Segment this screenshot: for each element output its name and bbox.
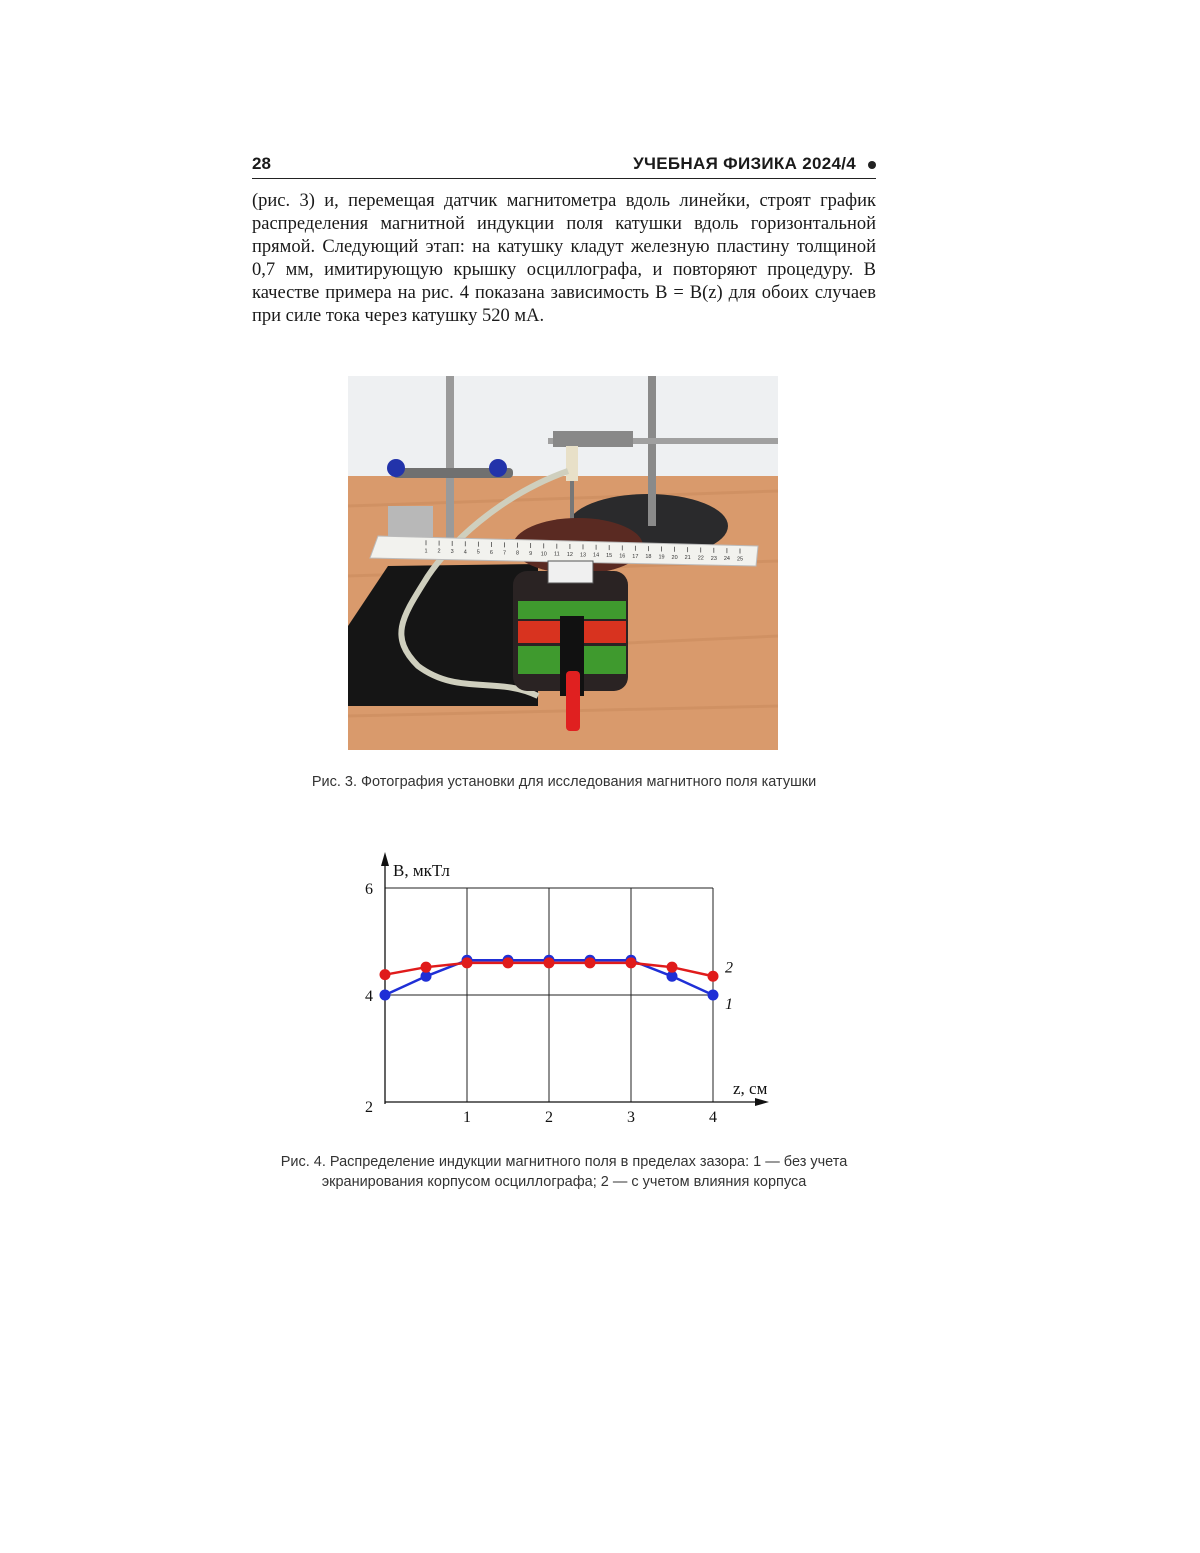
body-paragraph — [252, 190, 876, 328]
y-tick-label: 4 — [365, 988, 373, 1005]
ruler-tick-label: 15 — [606, 553, 613, 560]
figure3-caption: Рис. 3. Фотография установки для исследования магнитного поля катушки — [311, 774, 817, 790]
running-header — [252, 152, 876, 179]
journal-title: УЧЕБНАЯ ФИЗИКА 2024/4 — [633, 154, 856, 173]
x-axis-arrow — [755, 1098, 769, 1106]
setup-photo — [348, 376, 778, 750]
series-2-point — [544, 957, 555, 968]
series-2-point — [380, 969, 391, 980]
ruler-tick-label: 5 — [476, 549, 480, 556]
ruler-tick-label: 14 — [593, 552, 600, 559]
bullet-icon — [868, 161, 876, 169]
ruler-tick-label: 13 — [579, 552, 587, 559]
ruler-tick-label: 1 — [424, 548, 428, 555]
series-2-point — [708, 971, 719, 982]
series-2-point — [503, 957, 514, 968]
series-2-point — [585, 957, 596, 968]
ruler-tick-label: 16 — [619, 553, 626, 560]
ruler-tick-label: 9 — [529, 551, 533, 558]
ruler-tick-label: 4 — [463, 549, 467, 556]
paragraph-text: (рис. 3) и, перемещая датчик магнитометра вдоль линейки, строят график распределения магнитной индукции поля катушки вдоль горизонтальной прямой. Следующий этап: на катушку кладут железную пластину толщиной 0,7 мм, имитирующую крышку осциллографа, и повторяют процедуру. В качестве примера на рис. 4 показана зависимость B = B(z) для обоих случаев при силе тока через катушку 520 мА. — [252, 191, 876, 326]
ruler-tick-label: 22 — [697, 555, 704, 562]
x-axis-label: z, см — [733, 1079, 768, 1098]
chart-figure4 — [350, 850, 780, 1130]
series-labels — [725, 959, 733, 1013]
x-tick-label: 4 — [709, 1109, 717, 1126]
tick-labels — [365, 881, 717, 1126]
x-tick-label: 3 — [627, 1109, 635, 1126]
series-1-point — [380, 990, 391, 1001]
page-number: 28 — [252, 154, 271, 173]
ruler-tick-label: 3 — [450, 548, 454, 555]
series-2-point — [667, 962, 678, 973]
ruler-tick-label: 18 — [645, 554, 652, 561]
x-tick-label: 2 — [545, 1109, 553, 1126]
series-2-point — [626, 957, 637, 968]
figure4-caption: Рис. 4. Распределение индукции магнитного поля в пределах зазора: 1 — без учета экранирования корпусом осциллографа; 2 — с учетом влияния корпуса — [280, 1154, 848, 1190]
ruler-tick-label: 8 — [516, 550, 520, 557]
y-tick-label: 2 — [365, 1099, 373, 1116]
ruler-tick-label: 11 — [553, 551, 560, 558]
ruler-tick-label: 2 — [437, 548, 441, 555]
y-axis-label: B, мкТл — [393, 861, 450, 880]
ruler-tick-label: 20 — [671, 554, 678, 561]
ruler-tick-label: 7 — [502, 550, 507, 557]
y-axis-arrow — [381, 852, 389, 866]
ruler-tick-label: 24 — [723, 556, 730, 563]
ruler-tick-label: 10 — [540, 551, 547, 558]
ruler-tick-label: 25 — [736, 556, 744, 563]
series-2-point — [462, 957, 473, 968]
ruler-tick-label: 12 — [566, 552, 573, 559]
y-tick-label: 6 — [365, 881, 373, 898]
series-1-point — [708, 990, 719, 1001]
series-2-label: 2 — [725, 959, 733, 977]
ruler-tick-label: 6 — [489, 549, 493, 556]
series-1-label: 1 — [725, 996, 733, 1013]
series-2-point — [421, 962, 432, 973]
ruler-tick-label: 23 — [710, 555, 717, 562]
ruler-tick-label: 21 — [684, 555, 691, 562]
ruler-tick-label: 17 — [632, 553, 639, 560]
x-tick-label: 1 — [463, 1109, 471, 1126]
chart-grid — [385, 888, 713, 1102]
ruler-tick-label: 19 — [658, 554, 665, 561]
